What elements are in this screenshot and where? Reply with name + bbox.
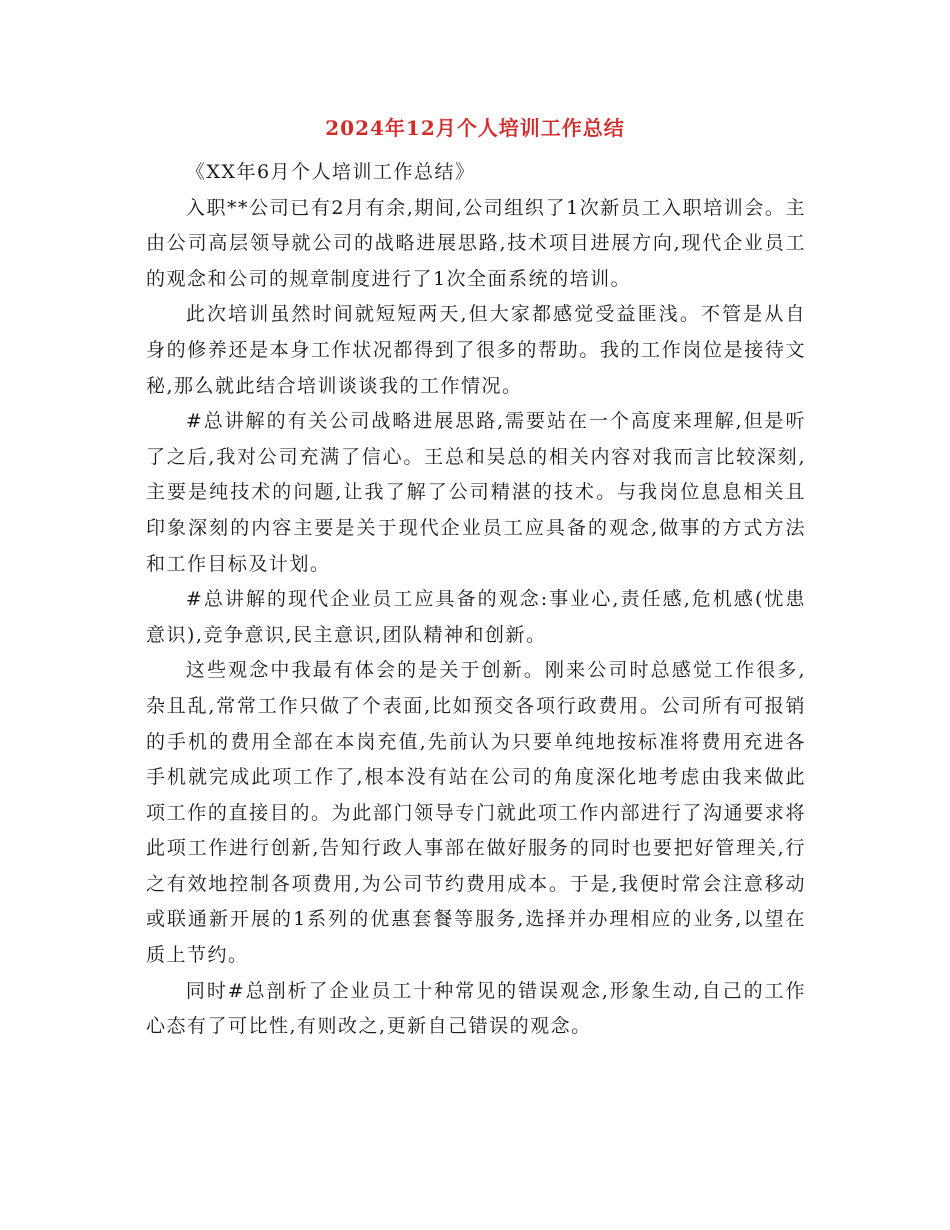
paragraph: #总讲解的有关公司战略进展思路,需要站在一个高度来理解,但是听了之后,我对公司充满了信心。王总和吴总的相关内容对我而言比较深刻,主要是纯技术的问题,让我了解了公司精湛的技术。与我岗位息息相关且印象深刻的内容主要是关于现代企业员工应具备的观念,做事的方式方法和工作目标及计划。 [146,410,806,575]
paragraph-subtitle: 《XX年6月个人培训工作总结》 [185,161,476,183]
paragraph: 入职**公司已有2月有余,期间,公司组织了1次新员工入职培训会。主由公司高层领导就公司的战略进展思路,技术项目进展方向,现代企业员工的观念和公司的规章制度进行了1次全面系统的培训。 [146,196,806,290]
paragraph: 这些观念中我最有体会的是关于创新。刚来公司时总感觉工作很多,杂且乱,常常工作只做了个表面,比如预交各项行政费用。公司所有可报销的手机的费用全部在本岗充值,先前认为只要单纯地按标准将费用充进各手机就完成此项工作了,根本没有站在公司的角度深化地考虑由我来做此项工作的直接目的。为此部门领导专门就此项工作内部进行了沟通要求将此项工作进行创新,告知行政人事部在做好服务的同时也要把好管理关,行之有效地控制各项费用,为公司节约费用成本。于是,我便时常会注意移动或联通新开展的1系列的优惠套餐等服务,选择并办理相应的业务,以望在质上节约。 [146,659,806,967]
paragraph: 同时#总剖析了企业员工十种常见的错误观念,形象生动,自己的工作心态有了可比性,有则改之,更新自己错误的观念。 [146,979,806,1038]
paragraph: #总讲解的现代企业员工应具备的观念:事业心,责任感,危机感(忧患意识),竞争意识,民主意识,团队精神和创新。 [146,588,806,646]
document-title: 2024年12月个人培训工作总结 [325,116,625,140]
paragraph: 此次培训虽然时间就短短两天,但大家都感觉受益匪浅。不管是从自身的修养还是本身工作状况都得到了很多的帮助。我的工作岗位是接待文秘,那么就此结合培训谈谈我的工作情况。 [146,303,806,397]
document-body [146,155,806,1045]
